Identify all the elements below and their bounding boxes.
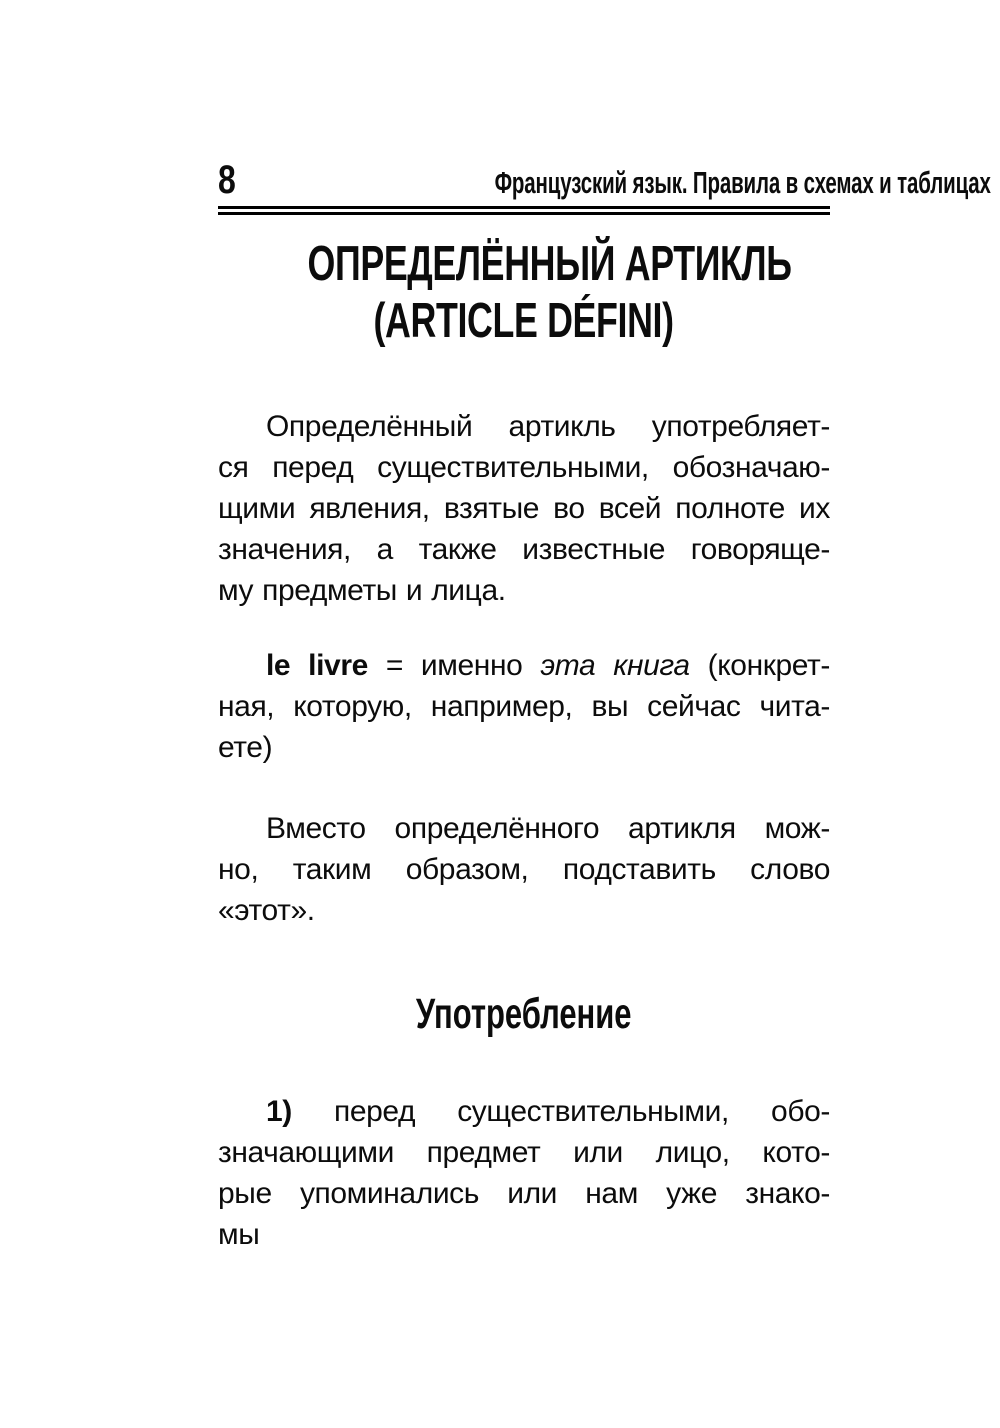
chapter-title	[218, 236, 830, 350]
text-segment: мы	[218, 1218, 260, 1251]
text-segment: значающими предмет или лицо, кото-	[218, 1136, 830, 1169]
body-line	[218, 529, 830, 570]
body-line	[218, 727, 830, 768]
text-segment: = именно	[367, 649, 541, 682]
body-line	[218, 1132, 830, 1173]
body-line	[218, 808, 830, 849]
body-line	[218, 890, 830, 931]
running-head-title: Французский язык. Правила в схемах и таблицах	[494, 165, 992, 200]
body-line	[218, 570, 830, 611]
body-line	[218, 447, 830, 488]
body-line	[218, 406, 830, 447]
text-segment: рые упоминались или нам уже знако-	[218, 1177, 830, 1210]
text-segment: но, таким образом, подставить слово	[218, 853, 830, 886]
body-line	[218, 488, 830, 529]
page-number: 8	[218, 158, 235, 202]
text-segment: ете)	[218, 731, 273, 764]
chapter-title-line-1: ОПРЕДЕЛЁННЫЙ АРТИКЛЬ	[307, 237, 792, 291]
text-segment: 1)	[266, 1095, 292, 1128]
body-line	[218, 645, 830, 686]
paragraph-substitution	[218, 808, 830, 931]
body-line	[218, 1173, 830, 1214]
text-segment: значения, а также известные говоряще-	[218, 533, 830, 566]
paragraph-usage-item-1	[218, 1091, 830, 1255]
text-segment: Вместо определённого артикля мож-	[266, 812, 830, 845]
text-segment: эта книга	[540, 649, 690, 682]
paragraph-definition	[218, 406, 830, 611]
text-segment: le livre	[266, 649, 368, 682]
text-segment: Определённый артикль употребляет-	[266, 410, 830, 443]
body-line	[218, 849, 830, 890]
body-line	[218, 686, 830, 727]
text-segment: «этот».	[218, 894, 315, 927]
running-header	[218, 158, 992, 202]
text-segment: му предметы и лица.	[218, 574, 506, 607]
chapter-title-line-2: (ARTICLE DÉFINI)	[373, 294, 675, 348]
text-column	[218, 0, 992, 1255]
text-segment: (конкрет-	[689, 649, 830, 682]
text-segment: перед существительными, обо-	[291, 1095, 830, 1128]
body-line	[218, 1214, 830, 1255]
section-heading: Употребление	[416, 990, 632, 1038]
body-line	[218, 1091, 830, 1132]
text-segment: щими явления, взятые во всей полноте их	[218, 492, 830, 525]
text-segment: ся перед существительными, обозначаю-	[218, 451, 830, 484]
paragraph-example	[218, 645, 830, 768]
header-divider-rule	[218, 206, 830, 215]
text-segment: ная, которую, например, вы сейчас чита-	[218, 690, 830, 723]
